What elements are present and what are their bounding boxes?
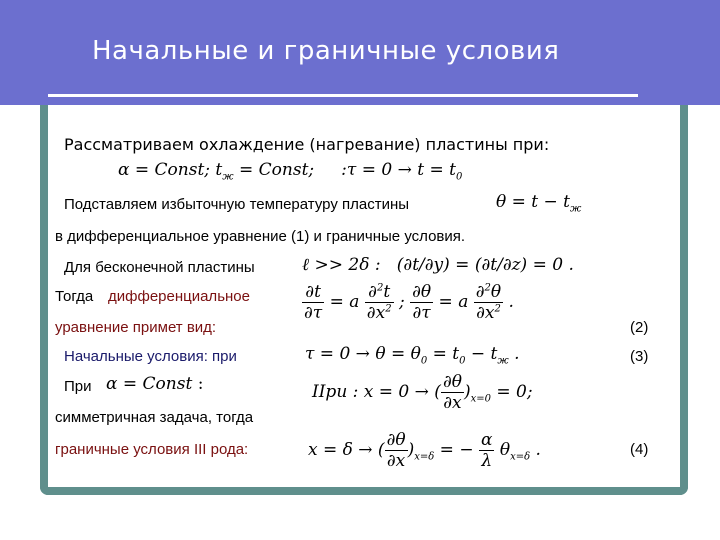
equation-boundary-condition: x = δ → ( $\frac{\partial\theta}{\partial x}$ )$_{x=\delta}$ = − $\frac{\alpha}{\lambda}$ $\theta_{x=\delta}$ . xyxy=(308,430,541,471)
frame-left-border xyxy=(40,105,48,495)
excess-temperature-text: Подставляем избыточную температуру пластины xyxy=(64,196,410,213)
frame-right-border xyxy=(680,105,688,495)
equation-infinite-plate: ℓ >> 2δ : (∂t/∂y) = (∂t/∂z) = 0 . xyxy=(302,255,574,275)
equation-initial-condition: $\tau = 0 \to \theta = \theta_0 = t_0 - t_ж$ . xyxy=(305,344,520,367)
equation-number-3: (3) xyxy=(630,348,649,365)
equation-symmetry-condition: IIри : x = 0 → ( $\frac{\partial\theta}{\partial x}$ )$_{x=0} = 0$; xyxy=(312,372,533,413)
boundary-conditions-text: граничные условия III рода: xyxy=(55,441,249,458)
differential-text: дифференциальное xyxy=(108,288,250,305)
when-text: При xyxy=(64,378,92,395)
equation-number-4: (4) xyxy=(630,441,649,458)
equation-conditions: α = Const; $t_ж$ = Const; :τ = $0 \to t = t_0$ xyxy=(118,160,463,183)
intro-text: Рассматриваем охлаждение (нагревание) пластины при: xyxy=(64,135,550,154)
initial-conditions-text: Начальные условия: при xyxy=(64,348,237,365)
substitution-text: в дифференциальное уравнение (1) и граничные условия. xyxy=(55,228,466,245)
slide-title: Начальные и граничные условия xyxy=(92,36,560,66)
symmetric-problem-text: симметричная задача, тогда xyxy=(55,409,254,426)
header-underline xyxy=(48,94,638,97)
equation-heat-conduction: $\frac{\partial t}{\partial\tau}$ = a $\frac{\partial^2t}{\partial x^2}$ ; $\frac{\partial\theta}{\partial\tau}$ = a $\frac{\partial^2\theta}{\partial x^2}$ . xyxy=(304,282,514,323)
equation-number-2: (2) xyxy=(630,319,649,336)
infinite-plate-text: Для бесконечной пластины xyxy=(64,259,255,276)
then-text: Тогда xyxy=(55,288,94,305)
equation-form-text: уравнение примет вид: xyxy=(55,319,217,336)
equation-alpha-const: α = Const : xyxy=(106,374,204,394)
frame-bottom-border xyxy=(40,487,688,495)
equation-excess-temperature: $\theta = t - t_ж$ xyxy=(496,192,582,215)
